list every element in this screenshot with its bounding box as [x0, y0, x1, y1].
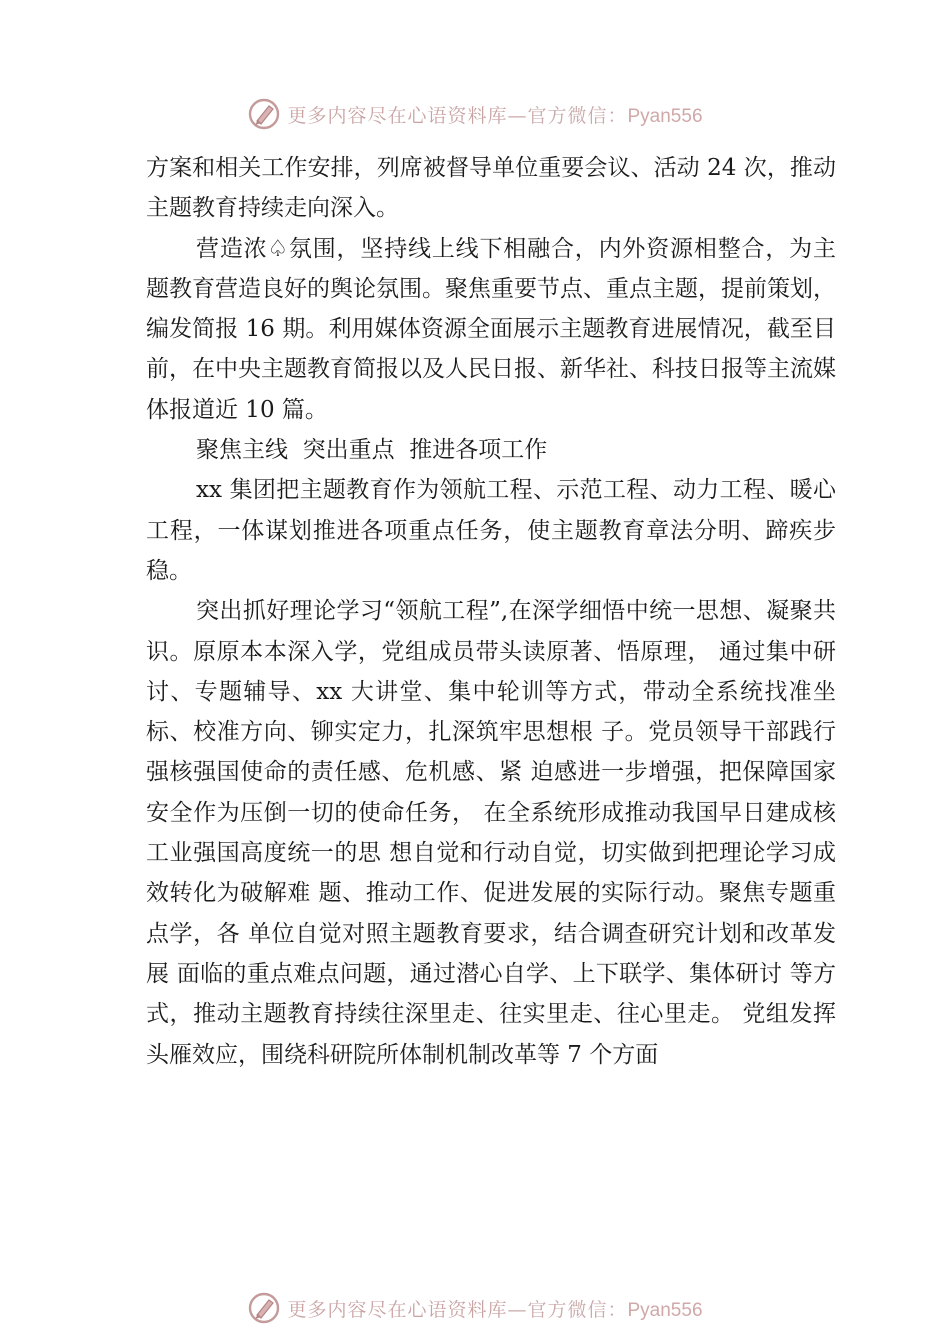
- paragraph: 方案和相关工作安排，列席被督导单位重要会议、活动 24 次，推动主题教育持续走向深入。: [146, 155, 836, 222]
- banner-text: 更多内容尽在心语资料库—官方微信：Pyan556: [287, 1298, 703, 1321]
- document-body: [146, 148, 836, 1075]
- paragraph: 营造浓♤氛围，坚持线上线下相融合，内外资源相整合，为主题教育营造良好的舆论氛围。聚焦重要节点、重点主题，提前策划，编发简报 16 期。利用媒体资源全面展示主题教育进展情况，截至目前，在中央主题教育简报以及人民日报、新华社、科技日报等主流媒体报道近 10 篇。: [146, 235, 836, 423]
- banner-text: 更多内容尽在心语资料库—官方微信：Pyan556: [287, 104, 703, 127]
- pen-circle-icon: [247, 1291, 281, 1325]
- section-heading: 聚焦主线 突出重点 推进各项工作: [196, 437, 548, 464]
- paragraph: xx 集团把主题教育作为领航工程、示范工程、动力工程、暖心工程，一体谋划推进各项重点任务，使主题教育章法分明、蹄疾步稳。: [146, 477, 836, 584]
- header-banner: [0, 94, 950, 134]
- footer-banner: [0, 1288, 950, 1328]
- pen-circle-icon: [247, 97, 281, 131]
- paragraph: 突出抓好理论学习“领航工程”,在深学细悟中统一思想、凝聚共识。原原本本深入学，党组成员带头读原著、悟原理， 通过集中研讨、专题辅导、xx 大讲堂、集中轮训等方式，带动全系统找准坐标、校准方向、铆实定力，扎深筑牢思想根 子。党员领导干部践行强核强国使命的责任感、危机感、紧 迫感进一步增强，把保障国家安全作为压倒一切的使命任务， 在全系统形成推动我国早日建成核工业强国高度统一的思 想自觉和行动自觉，切实做到把理论学习成效转化为破解难 题、推动工作、促进发展的实际行动。聚焦专题重点学，各 单位自觉对照主题教育要求，结合调查研究计划和改革发展 面临的重点难点问题，通过潜心自学、上下联学、集体研讨 等方式，推动主题教育持续往深里走、往实里走、往心里走。 党组发挥头雁效应，围绕科研院所体制机制改革等 7 个方面: [146, 598, 836, 1068]
